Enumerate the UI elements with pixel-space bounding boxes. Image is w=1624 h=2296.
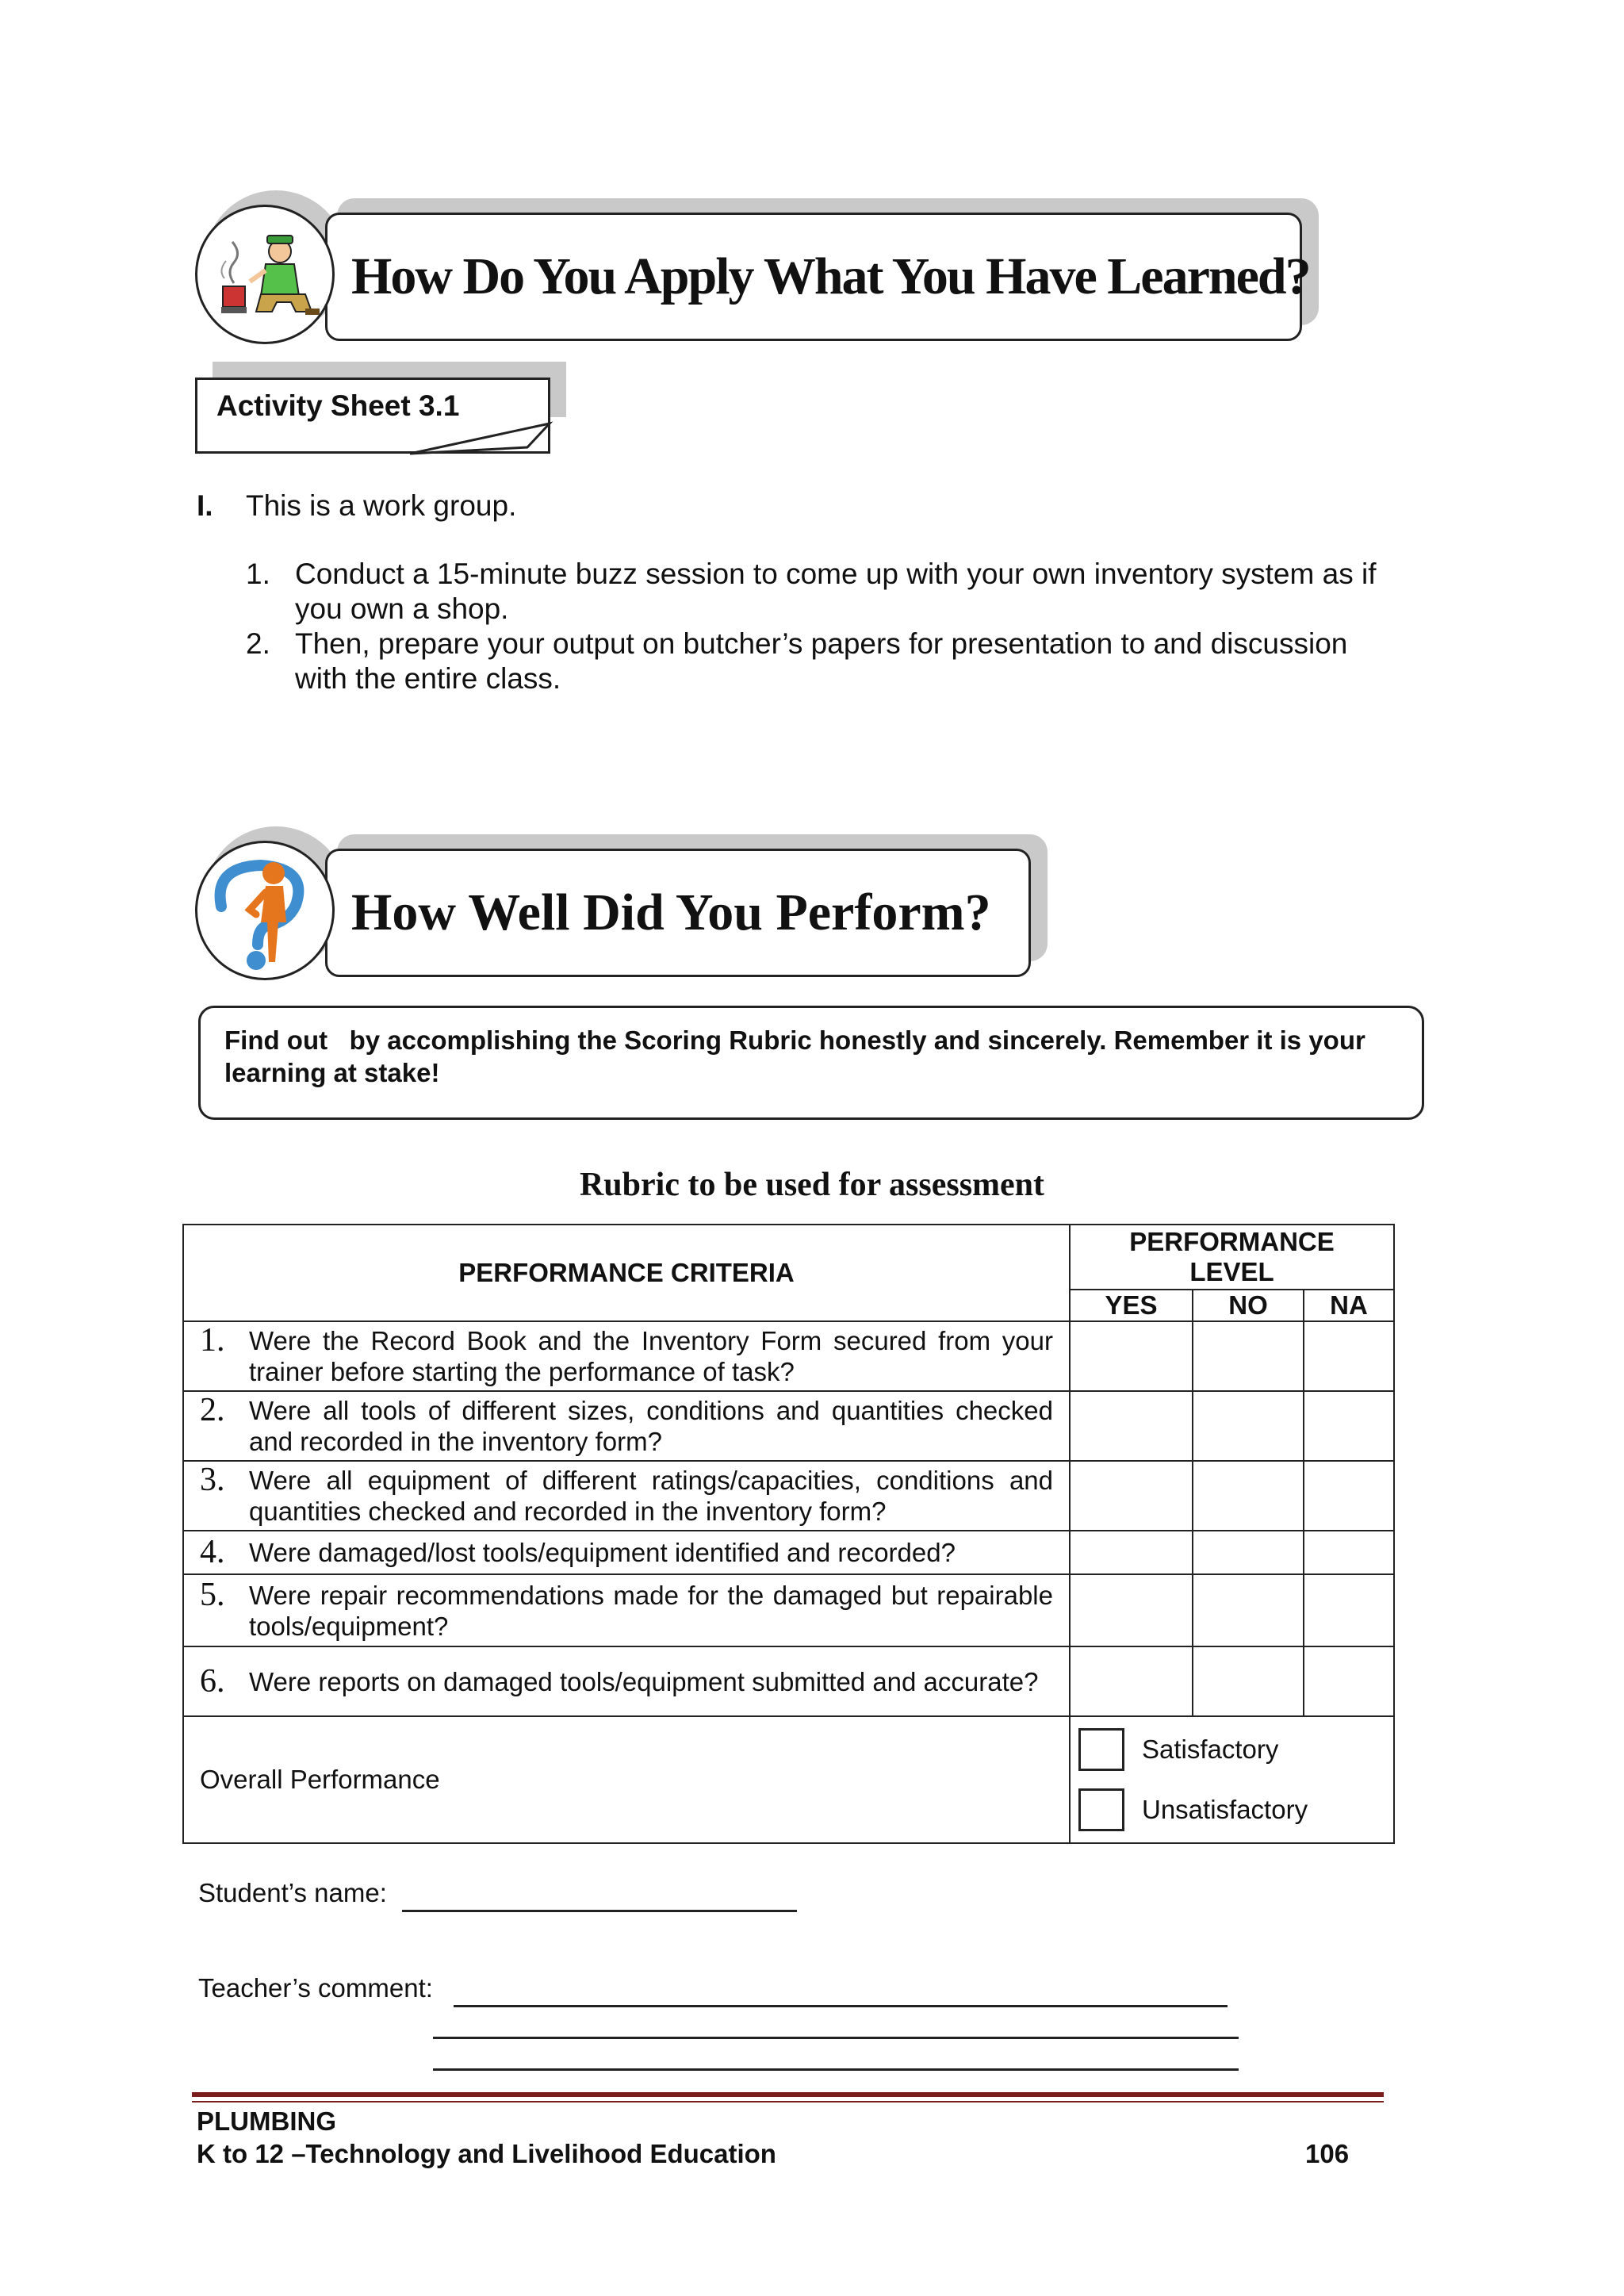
level-col-yes: YES <box>1070 1290 1193 1321</box>
activity-sheet-label: Activity Sheet 3.1 <box>216 389 460 422</box>
yes-cell[interactable] <box>1070 1321 1193 1391</box>
section-title-apply: How Do You Apply What You Have Learned? <box>351 247 1310 305</box>
level-col-na: NA <box>1304 1290 1394 1321</box>
rubric-table <box>182 1224 1395 1844</box>
student-name-field[interactable] <box>402 1880 797 1912</box>
satisfactory-checkbox[interactable] <box>1078 1728 1124 1771</box>
na-cell[interactable] <box>1304 1574 1394 1646</box>
footer-rule <box>192 2092 1384 2097</box>
yes-cell[interactable] <box>1070 1531 1193 1574</box>
yes-cell[interactable] <box>1070 1391 1193 1461</box>
table-row: 5. Were repair recommendations made for the damaged but repairable tools/equipment? <box>183 1574 1394 1646</box>
level-header: PERFORMANCE LEVEL <box>1070 1225 1394 1290</box>
yes-cell[interactable] <box>1070 1461 1193 1531</box>
no-cell[interactable] <box>1193 1391 1304 1461</box>
yes-cell[interactable] <box>1070 1646 1193 1716</box>
camper-cooking-icon <box>195 205 335 344</box>
no-cell[interactable] <box>1193 1531 1304 1574</box>
teacher-comment-line-2[interactable] <box>433 2007 1239 2039</box>
list-item: 2. Then, prepare your output on butcher’s papers for presentation to and discussion with the entire class. <box>246 627 1348 695</box>
yes-cell[interactable] <box>1070 1574 1193 1646</box>
page-curl-icon <box>408 419 559 457</box>
footer-rule-thin <box>192 2101 1384 2102</box>
na-cell[interactable] <box>1304 1321 1394 1391</box>
no-cell[interactable] <box>1193 1574 1304 1646</box>
teacher-comment-label: Teacher’s comment: <box>198 1973 433 2003</box>
na-cell[interactable] <box>1304 1461 1394 1531</box>
section-title-perform: How Well Did You Perform? <box>351 884 991 941</box>
part-intro: This is a work group. <box>246 489 517 522</box>
no-cell[interactable] <box>1193 1646 1304 1716</box>
table-row: 3. Were all equipment of different ratings/capacities, conditions and quantities checked and recorded in the inventory form? <box>183 1461 1394 1531</box>
overall-row <box>183 1716 1394 1843</box>
footer-subject: PLUMBING <box>197 2106 336 2136</box>
rubric-title: Rubric to be used for assessment <box>579 1167 1045 1203</box>
level-col-no: NO <box>1193 1290 1304 1321</box>
na-cell[interactable] <box>1304 1646 1394 1716</box>
na-cell[interactable] <box>1304 1391 1394 1461</box>
student-name-label: Student’s name: <box>198 1878 387 1907</box>
footer-program: K to 12 –Technology and Livelihood Education <box>197 2139 776 2168</box>
unsatisfactory-label: Unsatisfactory <box>1142 1795 1308 1824</box>
list-item: 1. Conduct a 15-minute buzz session to come up with your own inventory system as if you own a shop. <box>246 558 1377 625</box>
instruction-list <box>246 557 1388 696</box>
teacher-comment-line-3[interactable] <box>433 2038 1239 2071</box>
criteria-header: PERFORMANCE CRITERIA <box>183 1225 1070 1321</box>
teacher-comment-line-1[interactable] <box>454 1975 1228 2007</box>
table-row: 6. Were reports on damaged tools/equipment submitted and accurate? <box>183 1646 1394 1716</box>
overall-label: Overall Performance <box>183 1716 1070 1843</box>
table-row: 2. Were all tools of different sizes, conditions and quantities checked and recorded in the inventory form? <box>183 1391 1394 1461</box>
na-cell[interactable] <box>1304 1531 1394 1574</box>
table-row: 1. Were the Record Book and the Inventory Form secured from your trainer before starting the performance of task? <box>183 1321 1394 1391</box>
satisfactory-label: Satisfactory <box>1142 1734 1279 1764</box>
instruction-note: Find out by accomplishing the Scoring Rubric honestly and sincerely. Remember it is your learning at stake! <box>198 1006 1424 1120</box>
thinking-figure-question-icon <box>195 841 335 980</box>
unsatisfactory-checkbox[interactable] <box>1078 1788 1124 1831</box>
table-row: 4. Were damaged/lost tools/equipment identified and recorded? <box>183 1531 1394 1574</box>
no-cell[interactable] <box>1193 1321 1304 1391</box>
no-cell[interactable] <box>1193 1461 1304 1531</box>
part-marker: I. <box>197 489 213 522</box>
page-number: 106 <box>1305 2139 1350 2168</box>
